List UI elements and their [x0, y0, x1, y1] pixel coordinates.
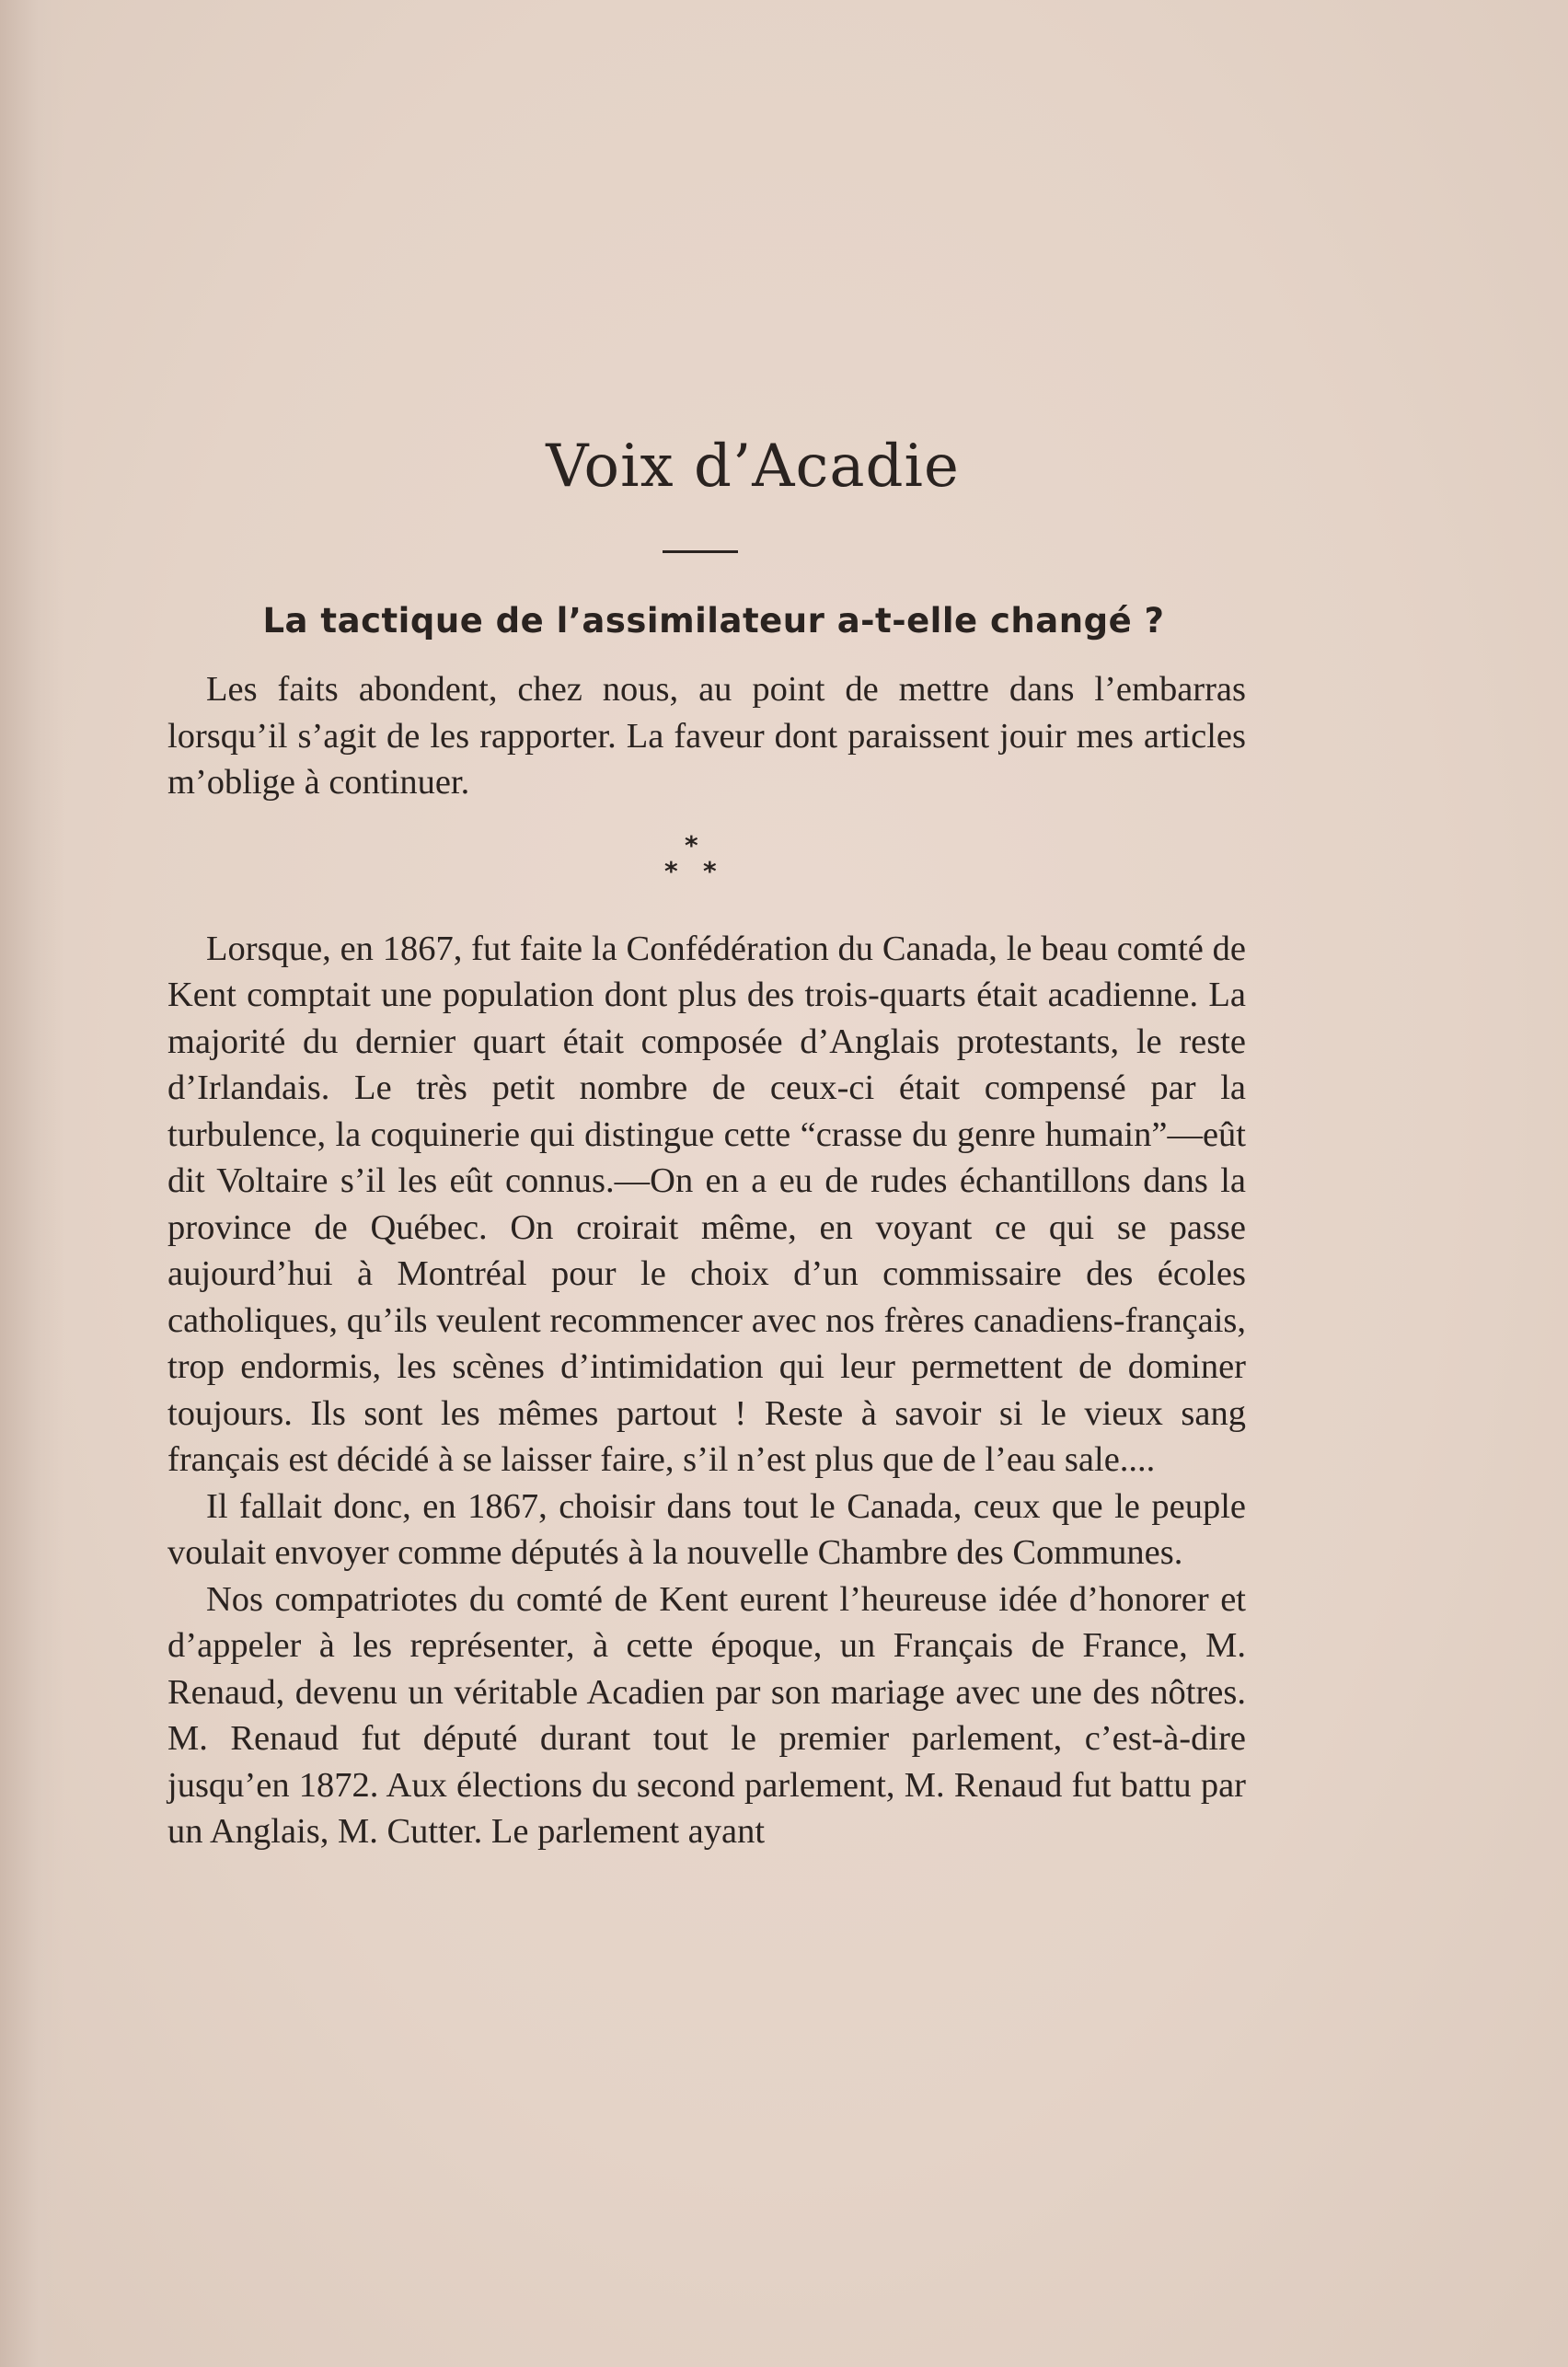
separator-star-right: * [703, 855, 717, 886]
section-separator [167, 830, 1246, 895]
article-subtitle: La tactique de l’assimilateur a-t-elle changé ? [262, 601, 1165, 641]
paragraph-3: Il fallait donc, en 1867, choisir dans tout le Canada, ceux que le peuple voulait envoyer comme députés à la nouvelle Chambre des Communes. [167, 1486, 1246, 1572]
separator-star-left: * [664, 855, 678, 886]
separator-star-top: * [685, 829, 698, 860]
paragraph-4: Nos compatriotes du comté de Kent eurent l’heureuse idée d’honorer et d’appeler à les représenter, à cette époque, un Français de France, M. Renaud, devenu un véritable Acadien par son mariage avec une des nôtres. M. Renaud fut député durant tout le premier parlement, c’est-à-dire jusqu’en 1872. Aux élections du second parlement, M. Renaud fut battu par un Anglais, M. Cutter. Le parlement ayant [167, 1579, 1246, 1851]
page-gutter-shadow [0, 0, 64, 2367]
document-page [167, 433, 1246, 1855]
title-rule [663, 550, 738, 553]
paragraph-2: Lorsque, en 1867, fut faite la Confédération du Canada, le beau comté de Kent comptait une population dont plus des trois-quarts était acadienne. La majorité du dernier quart était composée d’Anglais protestants, le reste d’Irlandais. Le très petit nombre de ceux-ci était compensé par la turbulence, la coquinerie qui distingue cette “crasse du genre humain”—eût dit Voltaire s’il les eût connus.—On en a eu de rudes échantillons dans la province de Québec. On croirait même, en voyant ce qui se passe aujourd’hui à Montréal pour le choix d’un commissaire des écoles catholiques, qu’ils veulent recommencer avec nos frères canadiens-français, trop endormis, les scènes d’intimidation qui leur permettent de dominer toujours. Ils sont les mêmes partout ! Reste à savoir si le vieux sang français est décidé à se laisser faire, s’il n’est plus que de l’eau sale.... [167, 929, 1246, 1479]
paragraph-1: Les faits abondent, chez nous, au point de mettre dans l’embarras lorsqu’il s’agit de les rapporter. La faveur dont paraissent jouir mes articles m’oblige à continuer. [167, 670, 1246, 802]
article-title: Voix d’Acadie [546, 433, 960, 501]
